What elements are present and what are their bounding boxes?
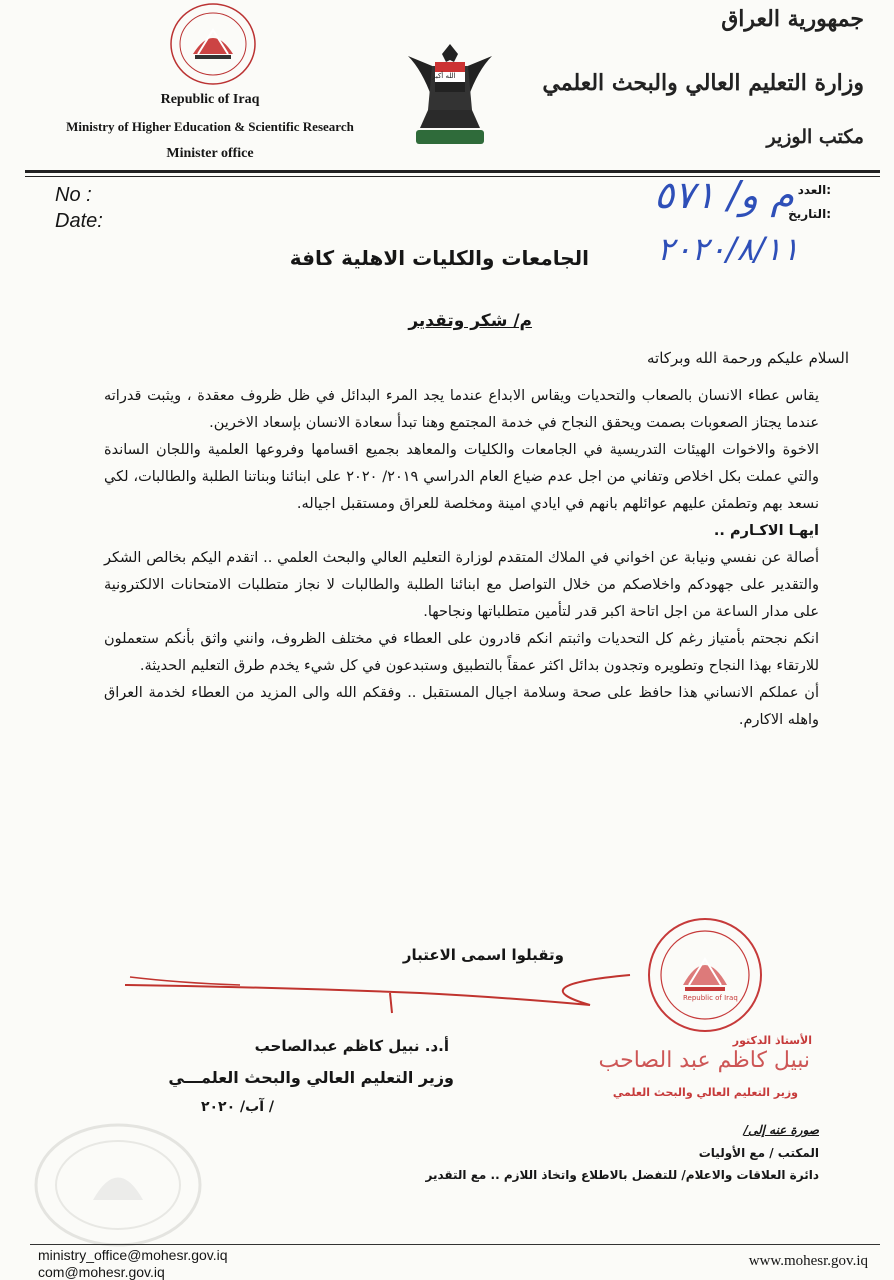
english-office: Minister office xyxy=(166,146,254,161)
signatory-name: أ.د. نبيل كاظم عبدالصاحب xyxy=(254,1037,449,1055)
stamp-signature: نبيل كاظم عبد الصاحب xyxy=(598,1048,810,1073)
official-seal xyxy=(645,915,765,1035)
english-ministry: Ministry of Higher Education & Scientific Research xyxy=(66,119,354,134)
handwritten-date: ٢٠٢٠/٨/١١ xyxy=(657,230,799,268)
english-republic: Republic of Iraq xyxy=(160,92,260,107)
ministry-logo xyxy=(168,2,258,86)
subject: م/ شكر وتقدير xyxy=(408,311,532,331)
handwritten-number: م و/ ٥٧١ xyxy=(653,173,794,217)
emblem-motto: الله أكبر xyxy=(432,72,456,80)
cc-heading: صورة عنه إلى/ xyxy=(743,1123,819,1137)
paragraph: أن عملكم الانساني هذا حافظ على صحة وسلامة اجيال المستقبل .. وفقكم الله والى المزيد من العطاء لخدمة العراق واهله الاكارم. xyxy=(104,685,819,728)
footer-website: www.mohesr.gov.iq xyxy=(748,1253,868,1269)
stamp-title: الأستاذ الدكتور xyxy=(732,1034,812,1047)
letter-body xyxy=(104,383,819,734)
cc-item: دائرة العلاقات والاعلام/ للتفضل بالاطلاع واتخاذ اللازم .. مع التقدير xyxy=(425,1168,819,1182)
watermark-seal xyxy=(28,1120,208,1250)
footer-email-com: com@mohesr.gov.iq xyxy=(38,1264,165,1280)
date-label: Date: xyxy=(55,210,103,232)
signature-date: / آب/ ٢٠٢٠ xyxy=(200,1099,274,1115)
greeting: السلام عليكم ورحمة الله وبركاته xyxy=(647,349,849,367)
paragraph-heading: ايهـا الاكـارم .. xyxy=(713,523,819,539)
paragraph: الاخوة والاخوات الهيئات التدريسية في الجامعات والكليات والمعاهد بجميع اقسامها وفروعها العلمية واللجان الساندة والتي عملت بكل اخلاص وتفاني من اجل عدم ضياع العام الدراسي ٢٠١٩/ ٢٠٢٠ على ابنائنا وبناتنا الطلبة والطالبات، لكي نسعد بهم وتطمئن عليهم عوائلهم بانهم في ايادي امينة ومخلصة للعراق ومستقبل اجياله. xyxy=(104,442,819,512)
date-label-arabic: التاريخ: xyxy=(788,207,831,221)
stamp-subtitle: وزير التعليم العالي والبحث العلمي xyxy=(612,1086,798,1099)
paragraph: أصالة عن نفسي ونيابة عن اخواني في الملاك المتقدم لوزارة التعليم العالي والبحث العلمي .. اتقدم اليكم بخالص الشكر والتقدير على جهودكم واخلاصكم من خلال التواصل مع ابنائنا الطلبة والطالبات لا نجاز متطلبات الامتحانات الالكترونية على مدار الساعة من اجل اتاحة اكبر قدر لتأمين متطلباتها ونجاحها. xyxy=(104,550,819,620)
arabic-republic: جمهورية العراق xyxy=(721,6,864,32)
cc-list xyxy=(425,1142,819,1186)
recipient: الجامعات والكليات الاهلية كافة xyxy=(289,246,589,270)
closing: وتقبلوا اسمى الاعتبار xyxy=(402,946,564,964)
paragraph: يقاس عطاء الانسان بالصعاب والتحديات ويقاس الابداع عندما يجد المرء البدائل في ظل ظروف معقدة ، ويثبت قدراته عندما يجتاز الصعوبات بصمت ويحقق النجاح في خدمة المجتمع وهنا تبدأ سعادة الانسان بإسعاد الاخرين. xyxy=(104,388,819,431)
cc-item: المكتب / مع الأوليات xyxy=(698,1146,819,1160)
paragraph: انكم نجحتم بأمتياز رغم كل التحديات واثبتم انكم قادرون على العطاء في مختلف الظروف، وانني واثق بأنكم ستعملون للارتقاء بهذا النجاح وتطويره وتجدون بدائل اكثر عمقاً بالتطبيق وستبدعون في كل شيء يخدم طرق التعليم الحديثة. xyxy=(104,631,819,674)
footer-rule xyxy=(30,1244,880,1245)
signature-stroke xyxy=(120,965,640,1015)
arabic-office: مكتب الوزير xyxy=(766,126,864,148)
footer-email-office: ministry_office@mohesr.gov.iq xyxy=(38,1247,228,1263)
number-label: No : xyxy=(55,184,92,206)
signatory-title: وزير التعليم العالي والبحث العلمـــي xyxy=(168,1068,454,1087)
arabic-ministry: وزارة التعليم العالي والبحث العلمي xyxy=(542,70,864,96)
number-label-arabic: العدد: xyxy=(797,183,831,197)
iraq-emblem-icon xyxy=(402,40,498,150)
seal-caption: Republic of Iraq xyxy=(683,994,738,1002)
